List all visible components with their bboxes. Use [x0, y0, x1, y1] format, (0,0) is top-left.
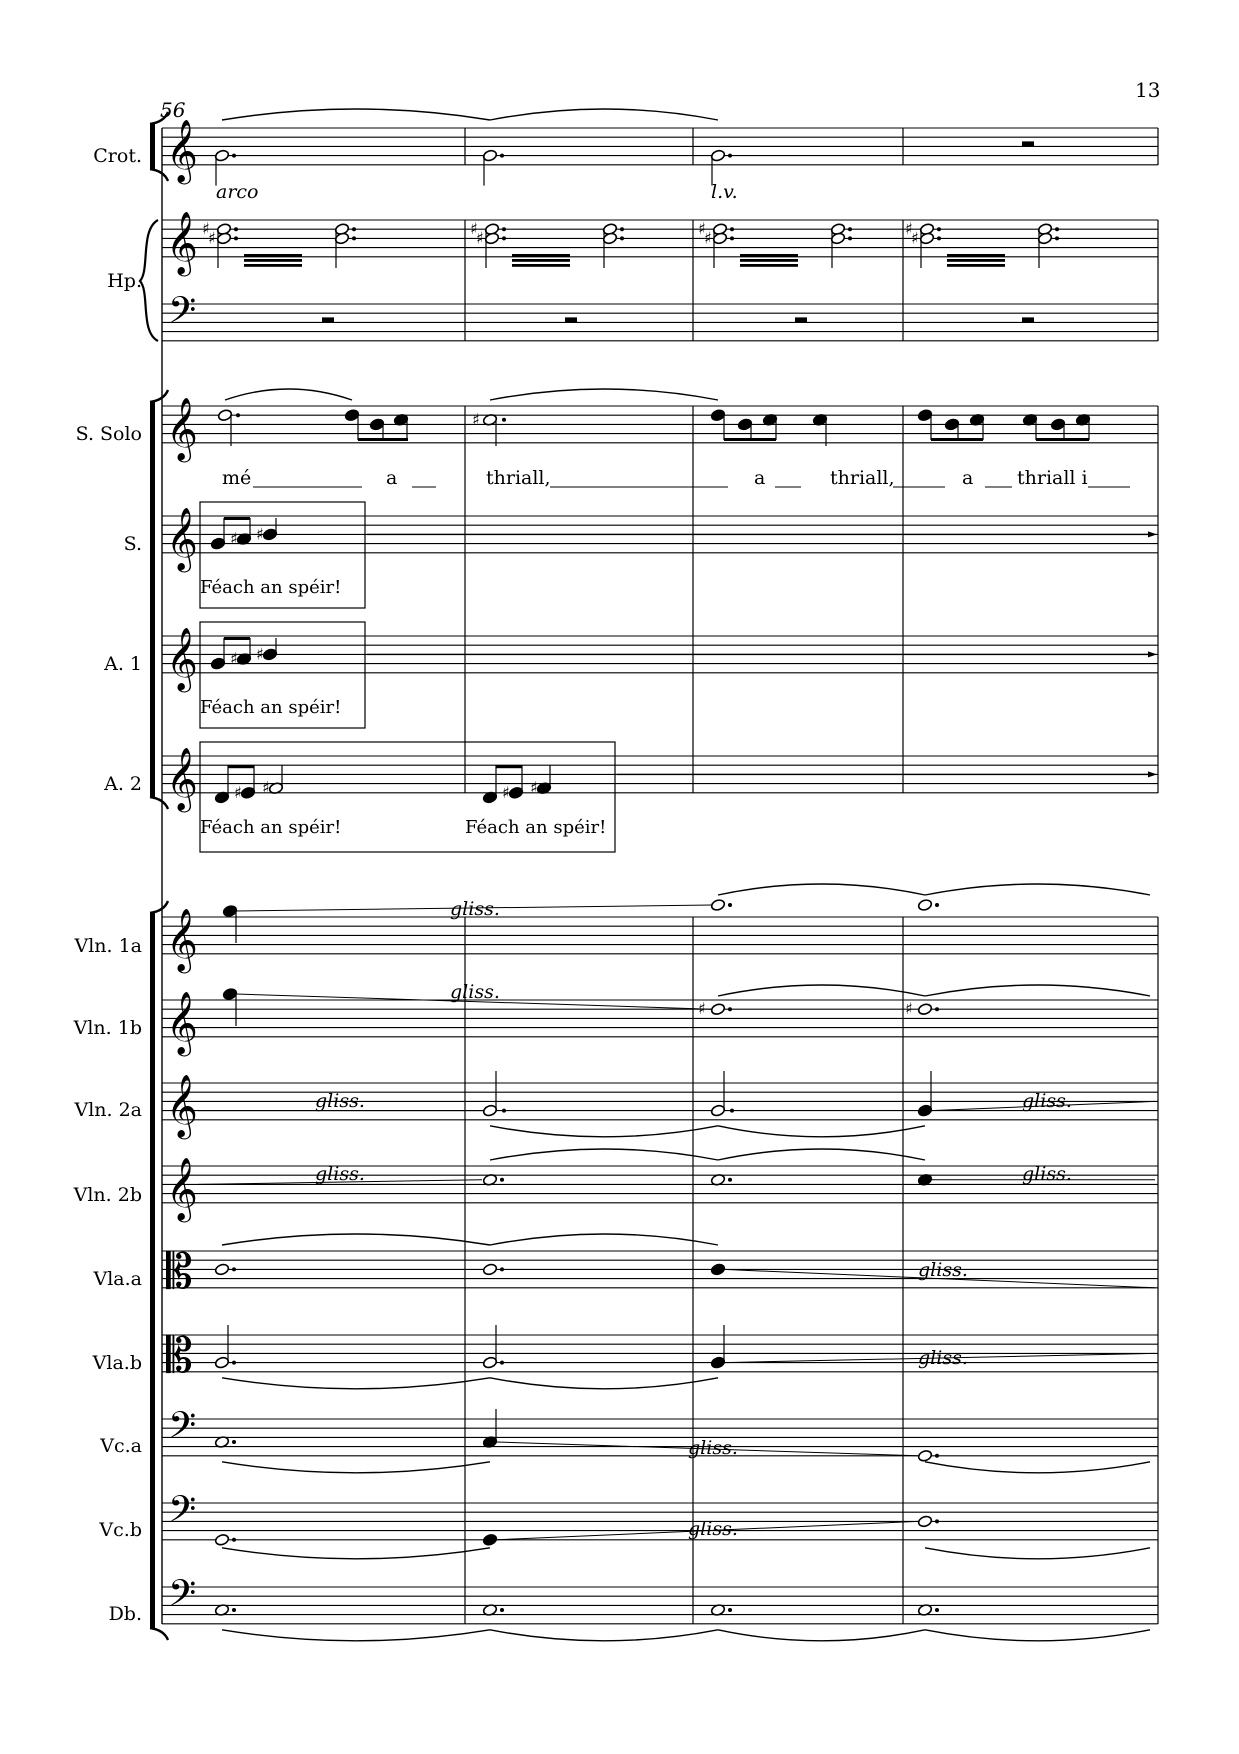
- treble-clef-hp_t: 𝄞: [166, 210, 198, 274]
- continuation-arrow: [1148, 531, 1157, 537]
- gliss-vln2b-1: gliss.: [315, 1163, 365, 1185]
- sharp: ♯: [262, 778, 270, 798]
- label-violin-1b: Vln. 1b: [73, 1017, 142, 1039]
- gliss-vln1b: gliss.: [450, 981, 500, 1003]
- dot: [620, 227, 624, 231]
- label-violin-2a: Vln. 2a: [74, 1099, 142, 1121]
- notehead: [222, 904, 237, 917]
- beam: [228, 765, 254, 768]
- dot: [935, 1454, 939, 1458]
- sharp: ♯: [476, 228, 484, 248]
- beam: [224, 637, 250, 640]
- tie: [718, 1630, 925, 1641]
- notehead: [214, 1533, 229, 1546]
- tie: [925, 1548, 1150, 1559]
- label-soprano-solo: S. Solo: [75, 423, 142, 445]
- dot: [848, 236, 852, 240]
- dot: [232, 1361, 236, 1365]
- solo-lyric-2: a: [386, 467, 398, 489]
- gliss-vln2b-2: gliss.: [1022, 1163, 1072, 1185]
- notehead: [240, 786, 255, 799]
- bracket-strings-bottom: [150, 1628, 168, 1640]
- label-harp: Hp.: [107, 270, 142, 292]
- sharp: ♯: [470, 219, 478, 239]
- gliss-vlab: gliss.: [918, 1347, 968, 1369]
- alto-clef-vlab: 𝄡: [166, 1327, 193, 1384]
- tremolo: [512, 259, 570, 262]
- notehead: [369, 418, 384, 431]
- tremolo: [740, 264, 798, 267]
- alto1-box-lyric: Féach an spéir!: [200, 697, 342, 718]
- dot: [232, 1267, 236, 1271]
- notehead: [262, 528, 277, 541]
- dot: [848, 227, 852, 231]
- notehead: [482, 1104, 497, 1117]
- bass-clef-hp_b: 𝄢: [168, 289, 197, 341]
- dot: [232, 1538, 236, 1542]
- measure-number: 56: [160, 98, 186, 122]
- label-double-bass: Db.: [108, 1603, 142, 1625]
- notehead: [217, 409, 232, 422]
- treble-clef-a1: 𝄞: [166, 626, 198, 690]
- tremolo: [947, 254, 1005, 257]
- whole-rest: [1022, 141, 1034, 146]
- notehead: [712, 232, 727, 245]
- expression-arco: arco: [216, 181, 259, 203]
- tremolo: [244, 254, 302, 257]
- notehead: [262, 648, 277, 661]
- solo-lyric-4: a: [754, 467, 766, 489]
- sharp: ♯: [502, 782, 510, 802]
- sharp: ♯: [256, 524, 264, 544]
- label-soprano: S.: [123, 533, 142, 555]
- dot: [352, 227, 356, 231]
- tie: [490, 1630, 718, 1641]
- notehead: [482, 149, 497, 162]
- notehead: [710, 1263, 725, 1276]
- label-viola-a: Vla.a: [93, 1268, 142, 1290]
- whole-rest: [1022, 317, 1034, 322]
- notehead: [482, 1533, 497, 1546]
- tremolo: [244, 259, 302, 262]
- label-alto-1: A. 1: [104, 653, 142, 675]
- notehead: [210, 537, 225, 550]
- notehead: [482, 1263, 497, 1276]
- tie: [718, 985, 925, 996]
- dot: [502, 1109, 506, 1113]
- tremolo: [740, 254, 798, 257]
- beam: [931, 438, 983, 441]
- label-viola-b: Vla.b: [92, 1352, 142, 1374]
- notehead: [917, 1003, 932, 1016]
- sharp: ♯: [530, 778, 538, 798]
- treble-clef-vln2b: 𝄞: [166, 1156, 198, 1220]
- tie: [718, 884, 925, 895]
- dot: [502, 227, 506, 231]
- notehead: [602, 232, 617, 245]
- notehead: [1037, 232, 1052, 245]
- sharp: ♯: [230, 529, 238, 548]
- notehead: [830, 232, 845, 245]
- beam: [496, 765, 522, 768]
- dot: [730, 227, 734, 231]
- treble-clef-vln1b: 𝄞: [166, 990, 198, 1054]
- tie: [925, 985, 1150, 996]
- notehead: [216, 232, 231, 245]
- dot: [728, 1608, 732, 1612]
- label-violin-2b: Vln. 2b: [73, 1184, 142, 1206]
- alto-clef-vlaa: 𝄡: [166, 1243, 193, 1300]
- sharp: ♯: [472, 409, 480, 429]
- notehead: [917, 409, 932, 422]
- whole-rest: [565, 317, 577, 322]
- notehead: [710, 149, 725, 162]
- dot: [730, 1109, 734, 1113]
- notehead: [944, 418, 959, 431]
- tie: [490, 1234, 718, 1245]
- sharp: ♯: [905, 219, 913, 239]
- treble-clef-crot: 𝄞: [166, 118, 198, 182]
- treble-clef-vln2a: 𝄞: [166, 1073, 198, 1137]
- solo-lyric-1: mé: [222, 467, 252, 489]
- whole-rest: [795, 317, 807, 322]
- gliss-vln2a-1: gliss.: [315, 1090, 365, 1112]
- notehead: [710, 898, 725, 911]
- dot: [502, 236, 506, 240]
- harp-brace: [140, 220, 158, 341]
- dot: [232, 1440, 236, 1444]
- sharp: ♯: [698, 219, 706, 239]
- dot: [728, 1007, 732, 1011]
- notehead: [210, 657, 225, 670]
- sharp: ♯: [256, 644, 264, 664]
- gliss-vcb: gliss.: [688, 1518, 738, 1540]
- sharp: ♯: [202, 219, 210, 239]
- notehead: [214, 1356, 229, 1369]
- notehead: [710, 1003, 725, 1016]
- bass-clef-vca: 𝄢: [168, 1404, 197, 1456]
- dot: [500, 1267, 504, 1271]
- alto2-box-lyric-1: Féach an spéir!: [200, 817, 342, 838]
- notehead: [344, 409, 359, 422]
- tremolo: [740, 259, 798, 262]
- tremolo: [244, 264, 302, 267]
- tie: [490, 109, 718, 120]
- bracket-strings: [150, 913, 155, 1628]
- notehead: [214, 149, 229, 162]
- notehead: [710, 1104, 725, 1117]
- treble-clef-vln1a: 𝄞: [166, 907, 198, 971]
- expression-lv: l.v.: [711, 181, 738, 203]
- notehead: [508, 786, 523, 799]
- notehead: [917, 1515, 932, 1528]
- continuation-arrow: [1148, 651, 1157, 657]
- dot: [500, 1178, 504, 1182]
- dot: [234, 236, 238, 240]
- label-alto-2: A. 2: [104, 773, 142, 795]
- tie: [490, 389, 718, 400]
- beam: [224, 517, 250, 520]
- notehead: [710, 1356, 725, 1369]
- notehead: [334, 232, 349, 245]
- dot: [730, 236, 734, 240]
- notehead: [710, 409, 725, 422]
- whole-rest: [322, 317, 334, 322]
- treble-clef-s: 𝄞: [166, 506, 198, 570]
- bass-clef-db: 𝄢: [168, 1572, 197, 1624]
- notehead: [917, 898, 932, 911]
- dot: [232, 154, 236, 158]
- dot: [502, 418, 506, 422]
- soprano-box-lyric: Féach an spéir!: [200, 577, 342, 598]
- treble-clef-a2: 𝄞: [166, 746, 198, 810]
- notehead: [222, 987, 237, 1000]
- tremolo: [512, 254, 570, 257]
- sharp: ♯: [208, 228, 216, 248]
- tie: [490, 1126, 718, 1137]
- dot: [500, 1608, 504, 1612]
- sharp: ♯: [234, 782, 242, 802]
- sharp: ♯: [905, 999, 913, 1019]
- gliss-vln2a-2: gliss.: [1022, 1090, 1072, 1112]
- treble-clef-ssolo: 𝄞: [166, 396, 198, 460]
- notehead: [737, 418, 752, 431]
- dot: [728, 154, 732, 158]
- tie: [925, 1462, 1150, 1473]
- label-cello-a: Vc.a: [100, 1435, 142, 1457]
- tie: [222, 109, 490, 120]
- dot: [935, 1608, 939, 1612]
- beam: [1036, 438, 1089, 441]
- beam: [724, 438, 776, 441]
- dot: [937, 227, 941, 231]
- tie: [222, 1548, 490, 1559]
- beam: [358, 438, 408, 441]
- tie: [225, 389, 352, 400]
- bracket-crot: [150, 124, 155, 169]
- dot: [232, 1608, 236, 1612]
- dot: [728, 903, 732, 907]
- dot: [728, 1178, 732, 1182]
- tie: [490, 1378, 718, 1389]
- tremolo: [947, 264, 1005, 267]
- tremolo: [512, 264, 570, 267]
- tie: [925, 1630, 1150, 1641]
- tie: [222, 1462, 490, 1473]
- page-number: 13: [1135, 78, 1161, 102]
- tie: [718, 1126, 925, 1137]
- sharp: ♯: [230, 649, 238, 668]
- dot: [620, 236, 624, 240]
- dot: [500, 1361, 504, 1365]
- notehead: [1050, 418, 1065, 431]
- bass-clef-vcb: 𝄢: [168, 1488, 197, 1540]
- solo-lyric-7: thriall i: [1017, 467, 1088, 489]
- solo-lyric-6: a: [962, 467, 974, 489]
- dot: [935, 1519, 939, 1523]
- tie: [222, 1234, 490, 1245]
- notehead: [214, 1263, 229, 1276]
- notehead: [917, 1449, 932, 1462]
- solo-lyric-3: thriall,: [486, 467, 551, 489]
- notehead: [482, 1356, 497, 1369]
- tie: [925, 884, 1150, 895]
- dot: [234, 227, 238, 231]
- gliss-vca: gliss.: [688, 1437, 738, 1459]
- solo-lyric-5: thriall,: [830, 467, 895, 489]
- tremolo: [947, 259, 1005, 262]
- dot: [937, 236, 941, 240]
- gliss-vlaa: gliss.: [918, 1259, 968, 1281]
- dot: [500, 154, 504, 158]
- gliss-vln1a: gliss.: [450, 898, 500, 920]
- notehead: [917, 1104, 932, 1117]
- tie: [718, 1149, 925, 1160]
- dot: [935, 903, 939, 907]
- dot: [236, 413, 240, 417]
- notehead: [919, 232, 934, 245]
- bracket-voices: [150, 402, 155, 797]
- sharp: ♯: [911, 228, 919, 248]
- dot: [352, 236, 356, 240]
- label-cello-b: Vc.b: [99, 1519, 142, 1541]
- label-crotales: Crot.: [93, 145, 142, 167]
- tie: [490, 1149, 718, 1160]
- dot: [1055, 236, 1059, 240]
- sharp: ♯: [698, 999, 706, 1019]
- continuation-arrow: [1148, 771, 1157, 777]
- alto2-box-lyric-2: Féach an spéir!: [465, 817, 607, 838]
- sharp: ♯: [704, 228, 712, 248]
- dot: [1055, 227, 1059, 231]
- tie: [222, 1630, 490, 1641]
- label-violin-1a: Vln. 1a: [74, 935, 142, 957]
- notehead: [484, 232, 499, 245]
- tie: [222, 1378, 490, 1389]
- dot: [935, 1007, 939, 1011]
